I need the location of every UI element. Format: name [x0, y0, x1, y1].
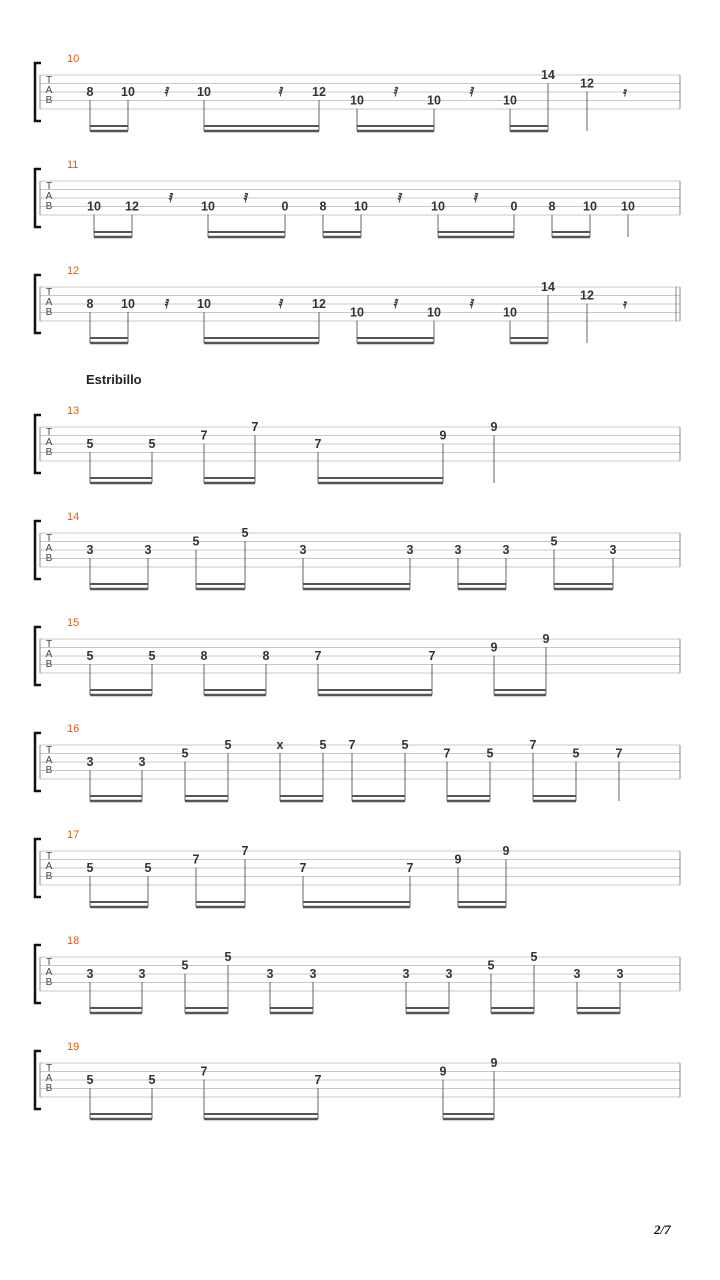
fret-number: 5 [550, 534, 558, 549]
tab-clef-letter: B [45, 871, 53, 882]
tab-clef-letter: B [45, 553, 53, 564]
fret-number: 5 [148, 437, 156, 451]
rest-symbol: 𝄿 [623, 85, 627, 99]
fret-number: 10 [350, 305, 364, 320]
rest-symbol: 𝅀 [168, 191, 174, 205]
fret-number: 5 [572, 746, 580, 761]
fret-number: 7 [314, 437, 322, 451]
tab-clef-letter: A [45, 85, 53, 96]
fret-number: 12 [580, 288, 594, 303]
rest-symbol: 𝅀 [243, 191, 249, 205]
rest-symbol: 𝅀 [393, 85, 399, 99]
fret-number: 5 [224, 738, 232, 752]
tab-clef-letter: A [45, 543, 53, 554]
fret-number: 9 [454, 852, 462, 867]
fret-number: 3 [86, 755, 94, 769]
fret-number: 10 [201, 199, 215, 214]
fret-number: 10 [621, 199, 635, 214]
fret-number: 9 [490, 1056, 498, 1070]
rest-symbol: 𝅀 [278, 85, 284, 99]
tab-clef-letter: T [45, 533, 53, 544]
fret-number: 7 [443, 746, 451, 761]
fret-number: 8 [86, 85, 94, 99]
tab-clef-letter: T [45, 427, 53, 438]
fret-number: 3 [402, 967, 410, 981]
fret-number: 12 [312, 297, 326, 311]
fret-number: x [276, 738, 284, 752]
fret-number: 12 [580, 76, 594, 91]
fret-number: 5 [241, 526, 249, 540]
page-number: 2/7 [654, 1222, 671, 1237]
fret-number: 10 [350, 93, 364, 108]
rest-symbol: 𝄿 [623, 297, 627, 311]
tab-clef-letter: B [45, 765, 53, 776]
measure-number: 17 [67, 829, 80, 841]
section-label-estribillo: Estribillo [86, 372, 142, 387]
tab-clef-letter: B [45, 201, 53, 212]
tab-clef-letter: T [45, 181, 53, 192]
tab-clef-letter: B [45, 307, 53, 318]
fret-number: 10 [583, 199, 597, 214]
fret-number: 5 [86, 437, 94, 451]
fret-number: 10 [427, 305, 441, 320]
fret-number: 5 [181, 746, 189, 761]
fret-number: 10 [121, 85, 135, 99]
fret-number: 5 [319, 738, 327, 752]
rest-symbol: 𝅀 [164, 297, 170, 311]
tab-clef-letter: T [45, 287, 53, 298]
rest-symbol: 𝅀 [469, 85, 475, 99]
fret-number: 5 [148, 649, 156, 663]
measure-number: 15 [67, 617, 80, 629]
tab-clef-letter: T [45, 957, 53, 968]
fret-number: 3 [309, 967, 317, 981]
fret-number: 5 [144, 861, 152, 875]
fret-number: 7 [314, 649, 322, 663]
fret-number: 7 [348, 738, 356, 752]
measure-number: 18 [67, 935, 80, 947]
rest-symbol: 𝅀 [278, 297, 284, 311]
fret-number: 8 [548, 199, 556, 214]
fret-number: 5 [224, 950, 232, 964]
rest-symbol: 𝅀 [393, 297, 399, 311]
tab-clef-letter: B [45, 659, 53, 670]
tab-clef-letter: A [45, 755, 53, 766]
tab-clef-letter: A [45, 967, 53, 978]
fret-number: 8 [86, 297, 94, 311]
fret-number: 10 [197, 85, 211, 99]
fret-number: 7 [241, 844, 249, 858]
measure-number: 13 [67, 405, 80, 417]
fret-number: 3 [86, 967, 94, 981]
fret-number: 7 [200, 428, 208, 443]
fret-number: 5 [86, 861, 94, 875]
fret-number: 8 [200, 649, 208, 663]
fret-number: 3 [609, 543, 617, 557]
fret-number: 5 [192, 534, 200, 549]
fret-number: 3 [86, 543, 94, 557]
fret-number: 3 [299, 543, 307, 557]
fret-number: 9 [542, 632, 550, 646]
tab-clef-letter: B [45, 977, 53, 988]
fret-number: 14 [541, 280, 555, 294]
fret-number: 3 [144, 543, 152, 557]
fret-number: 7 [615, 746, 623, 761]
measure-number: 12 [67, 265, 80, 277]
fret-number: 14 [541, 68, 555, 82]
fret-number: 7 [251, 420, 259, 434]
measure-number: 10 [67, 53, 80, 65]
tab-clef-letter: T [45, 1063, 53, 1074]
fret-number: 9 [439, 1064, 447, 1079]
fret-number: 5 [181, 958, 189, 973]
fret-number: 10 [503, 93, 517, 108]
measure-number: 11 [67, 159, 79, 171]
fret-number: 3 [138, 755, 146, 769]
fret-number: 8 [262, 649, 270, 663]
fret-number: 5 [486, 746, 494, 761]
tab-clef-letter: A [45, 437, 53, 448]
fret-number: 7 [200, 1064, 208, 1079]
rest-symbol: 𝅀 [469, 297, 475, 311]
measure-number: 14 [67, 511, 80, 523]
rest-symbol: 𝅀 [397, 191, 403, 205]
fret-number: 5 [86, 1073, 94, 1087]
tab-clef-letter: T [45, 851, 53, 862]
tab-clef-letter: A [45, 1073, 53, 1084]
fret-number: 7 [529, 738, 537, 752]
fret-number: 10 [431, 199, 445, 214]
fret-number: 5 [86, 649, 94, 663]
fret-number: 9 [439, 428, 447, 443]
fret-number: 5 [530, 950, 538, 964]
fret-number: 9 [490, 640, 498, 655]
tab-clef-letter: B [45, 1083, 53, 1094]
tab-clef-letter: B [45, 95, 53, 106]
fret-number: 3 [454, 543, 462, 557]
fret-number: 3 [406, 543, 414, 557]
rest-symbol: 𝅀 [473, 191, 479, 205]
fret-number: 10 [197, 297, 211, 311]
fret-number: 3 [445, 967, 453, 981]
fret-number: 12 [125, 199, 139, 214]
fret-number: 3 [138, 967, 146, 981]
fret-number: 7 [428, 649, 436, 663]
fret-number: 10 [427, 93, 441, 108]
fret-number: 7 [406, 861, 414, 875]
tab-clef-letter: A [45, 861, 53, 872]
fret-number: 8 [319, 199, 327, 214]
fret-number: 9 [490, 420, 498, 434]
fret-number: 10 [354, 199, 368, 214]
rest-symbol: 𝅀 [164, 85, 170, 99]
tab-clef-letter: A [45, 297, 53, 308]
fret-number: 3 [502, 543, 510, 557]
fret-number: 0 [510, 199, 518, 214]
fret-number: 5 [401, 738, 409, 752]
fret-number: 9 [502, 844, 510, 858]
tab-clef-letter: B [45, 447, 53, 458]
fret-number: 12 [312, 85, 326, 99]
tab-clef-letter: T [45, 745, 53, 756]
tab-clef-letter: T [45, 75, 53, 86]
tab-clef-letter: T [45, 639, 53, 650]
fret-number: 0 [281, 199, 289, 214]
fret-number: 10 [503, 305, 517, 320]
measure-number: 19 [67, 1041, 80, 1053]
fret-number: 10 [87, 199, 101, 214]
fret-number: 10 [121, 297, 135, 311]
tab-clef-letter: A [45, 191, 53, 202]
fret-number: 7 [299, 861, 307, 875]
fret-number: 5 [148, 1073, 156, 1087]
fret-number: 3 [616, 967, 624, 981]
fret-number: 7 [314, 1073, 322, 1087]
fret-number: 3 [266, 967, 274, 981]
measure-number: 16 [67, 723, 80, 735]
fret-number: 7 [192, 852, 200, 867]
tab-clef-letter: A [45, 649, 53, 660]
fret-number: 3 [573, 967, 581, 981]
fret-number: 5 [487, 958, 495, 973]
